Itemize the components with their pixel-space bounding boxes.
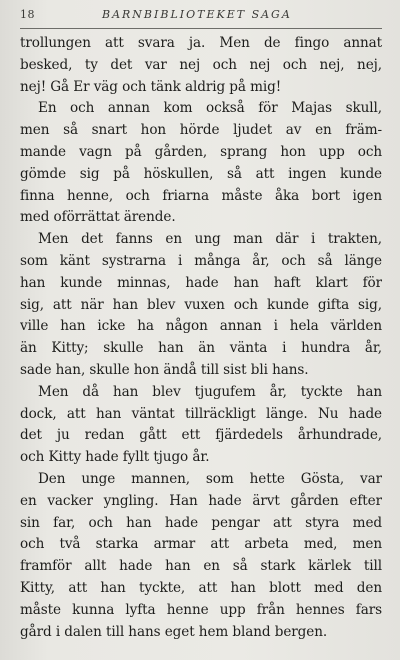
text-line: sin far, och han hade pengar att styra med <box>20 514 382 531</box>
text-line: med oförrättat ärende. <box>20 209 176 226</box>
paragraph <box>20 33 382 98</box>
text-line: det ju redan gått ett fjärdedels århundrade, <box>20 427 382 444</box>
text-line: framför allt hade han en så stark kärlek till <box>20 558 382 575</box>
text-line: Men det fanns en ung man där i trakten, <box>38 231 382 248</box>
paragraph <box>20 469 382 643</box>
running-title: BARNBIBLIOTEKET SAGA <box>102 8 292 21</box>
text-line: sig, att när han blev vuxen och kunde gifta sig, <box>20 296 382 313</box>
page-number: 18 <box>20 8 35 21</box>
text-line: gömde sig på höskullen, så att ingen kunde <box>20 165 382 182</box>
text-line: dock, att han väntat tillräckligt länge. Nu hade <box>20 405 382 422</box>
text-line: trollungen att svara ja. Men de fingo annat <box>20 35 382 51</box>
text-line: men så snart hon hörde ljudet av en främ- <box>20 122 382 139</box>
text-line: ville han icke ha någon annan i hela världen <box>20 318 382 335</box>
text-line: Den unge mannen, som hette Gösta, var <box>38 470 382 487</box>
text-line: Kitty, att han tyckte, att han blott med den <box>20 579 382 596</box>
text-line: besked, ty det var nej och nej och nej, nej, <box>20 56 382 73</box>
text-line: mande vagn på gården, sprang hon upp och <box>20 143 382 160</box>
paragraph <box>20 98 382 229</box>
text-line: en vacker yngling. Han hade ärvt gården efter <box>20 492 382 509</box>
text-line: som känt systrarna i många år, och så länge <box>20 252 382 269</box>
text-line: sade han, skulle hon ändå till sist bli hans. <box>20 361 309 378</box>
text-line: och två starka armar att arbeta med, men <box>20 536 382 553</box>
text-line: finna henne, och friarna måste åka bort igen <box>20 187 382 204</box>
text-line: än Kitty; skulle han än vänta i hundra år, <box>20 340 382 357</box>
text-line: och Kitty hade fyllt tjugo år. <box>20 449 210 466</box>
text-line: gård i dalen till hans eget hem bland bergen. <box>20 623 328 640</box>
text-line: En och annan kom också för Majas skull, <box>38 100 382 117</box>
text-line: han kunde minnas, hade han haft klart för <box>20 274 382 291</box>
paragraph <box>20 229 382 382</box>
running-head <box>20 8 382 29</box>
text-line: Men då han blev tjugufem år, tyckte han <box>38 383 382 400</box>
text-line: nej! Gå Er väg och tänk aldrig på mig! <box>20 78 282 95</box>
paragraph <box>20 382 382 469</box>
text-line: måste kunna lyfta henne upp från hennes fars <box>20 601 382 618</box>
body-text <box>20 33 382 643</box>
